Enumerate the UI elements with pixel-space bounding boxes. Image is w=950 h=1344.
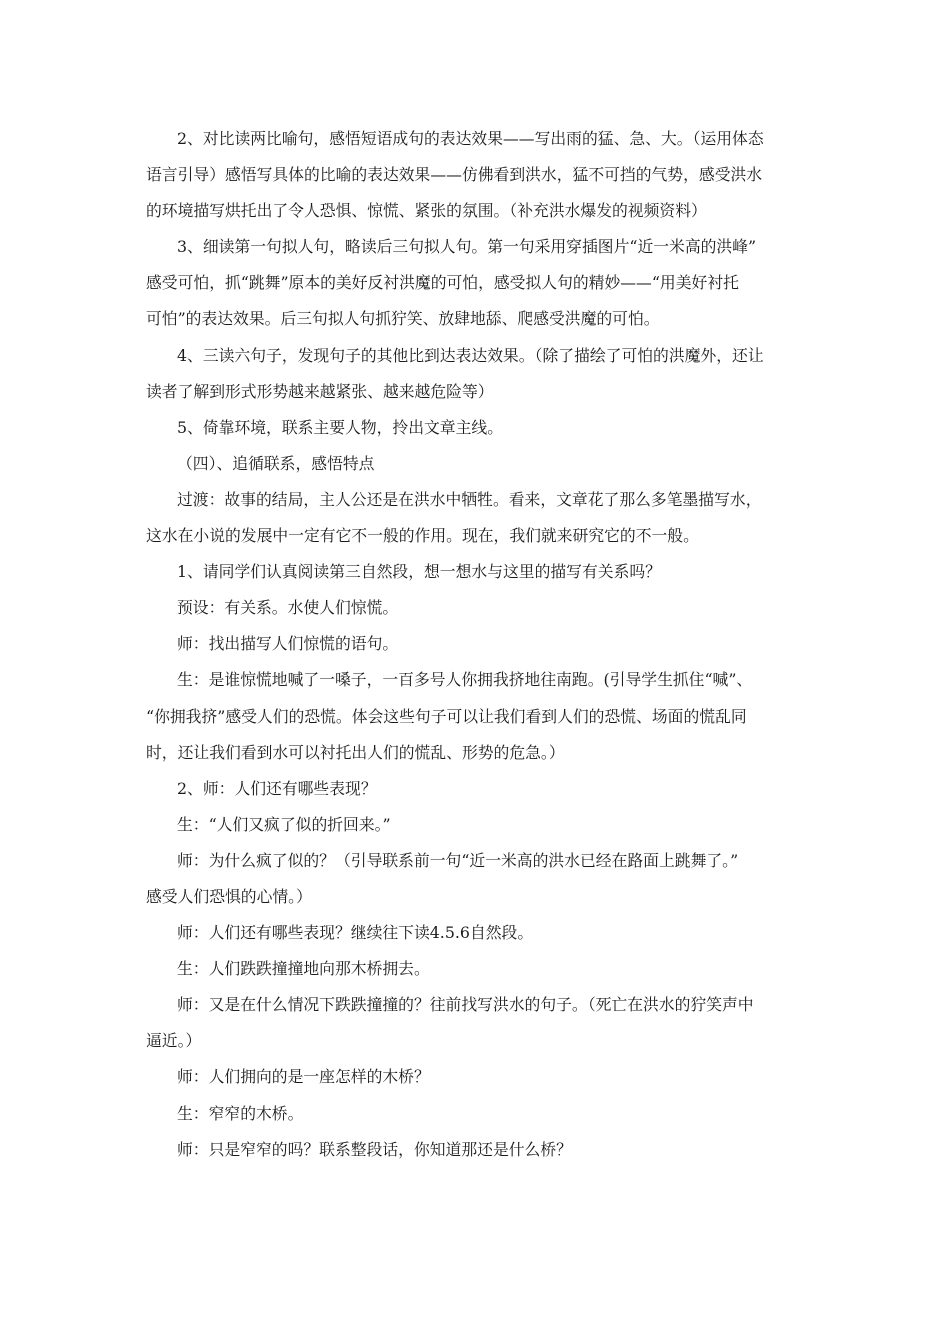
text-line: “你拥我挤”感受人们的恐慌。体会这些句子可以让我们看到人们的恐慌、场面的慌乱同	[146, 706, 747, 726]
text-line: 的环境描写烘托出了令人恐惧、惊慌、紧张的氛围。（补充洪水爆发的视频资料）	[146, 201, 707, 221]
text-line: 生：“人们又疯了似的折回来。”	[177, 814, 391, 834]
text-line: 生：人们跌跌撞撞地向那木桥拥去。	[177, 959, 430, 979]
text-line: 感受人们恐惧的心情。）	[146, 886, 312, 906]
text-line: 过渡：故事的结局，主人公还是在洪水中牺牲。看来，文章花了那么多笔墨描写水，	[177, 489, 762, 509]
paragraph	[146, 482, 810, 554]
text-line: 读者了解到形式形势越来越紧张、越来越危险等）	[146, 381, 494, 401]
text-line: 生：窄窄的木桥。	[177, 1103, 304, 1123]
text-line: 这水在小说的发展中一定有它不一般的作用。现在，我们就来研究它的不一般。	[146, 526, 699, 546]
text-line: 师：只是窄窄的吗？联系整段话，你知道那还是什么桥？	[177, 1139, 572, 1159]
paragraph	[146, 446, 810, 482]
text-line: 生：是谁惊慌地喊了一嗓子，一百多号人你拥我挤地往南跑。(引导学生抓住“喊”、	[177, 670, 753, 690]
text-line: 逼近。）	[146, 1031, 202, 1051]
paragraph	[146, 121, 810, 229]
paragraph	[146, 338, 810, 410]
text-line: （四）、追循联系，感悟特点	[177, 453, 375, 473]
text-line: 师：人们拥向的是一座怎样的木桥？	[177, 1067, 430, 1087]
paragraph	[146, 807, 810, 843]
text-line: 可怕”的表达效果。后三句拟人句抓狞笑、放肆地舔、爬感受洪魔的可怕。	[146, 309, 660, 329]
text-line: 2、对比读两比喻句，感悟短语成句的表达效果——写出雨的猛、急、大。（运用体态	[177, 129, 764, 148]
paragraph	[146, 951, 810, 987]
text-line: 4、三读六句子，发现句子的其他比到达表达效果。（除了描绘了可怕的洪魔外，还让	[177, 345, 764, 365]
text-line: 师：人们还有哪些表现？继续往下读4.5.6自然段。	[177, 923, 534, 943]
paragraph	[146, 915, 810, 951]
paragraph	[146, 987, 810, 1059]
text-line: 3、细读第一句拟人句，略读后三句拟人句。第一句采用穿插图片“近一米高的洪峰”	[177, 237, 757, 257]
paragraph	[146, 229, 810, 337]
paragraph	[146, 771, 810, 807]
paragraph	[146, 1096, 810, 1132]
text-line: 语言引导）感悟写具体的比喻的表达效果——仿佛看到洪水，猛不可挡的气势，感受洪水	[146, 165, 763, 185]
text-line: 1、请同学们认真阅读第三自然段，想一想水与这里的描写有关系吗？	[177, 562, 661, 582]
text-line: 师：为什么疯了似的？（引导联系前一句“近一米高的洪水已经在路面上跳舞了。”	[177, 850, 739, 870]
text-line: 师：又是在什么情况下跌跌撞撞的？往前找写洪水的句子。（死亡在洪水的狞笑声中	[177, 995, 754, 1015]
text-line: 感受可怕，抓“跳舞”原本的美好反衬洪魔的可怕，感受拟人句的精妙——“用美好衬托	[146, 273, 739, 293]
paragraph	[146, 1132, 810, 1168]
paragraph	[146, 662, 810, 770]
paragraph	[146, 843, 810, 915]
text-line: 预设：有关系。水使人们惊慌。	[177, 598, 399, 618]
text-line: 2、师：人们还有哪些表现？	[177, 778, 377, 798]
text-line: 师：找出描写人们惊慌的语句。	[177, 634, 399, 654]
document-body	[146, 121, 810, 1168]
paragraph	[146, 410, 810, 446]
paragraph	[146, 1059, 810, 1095]
paragraph	[146, 554, 810, 590]
paragraph	[146, 590, 810, 626]
text-line: 5、倚靠环境，联系主要人物，拎出文章主线。	[177, 417, 503, 437]
paragraph	[146, 626, 810, 662]
text-line: 时，还让我们看到水可以衬托出人们的慌乱、形势的危急。）	[146, 742, 565, 762]
